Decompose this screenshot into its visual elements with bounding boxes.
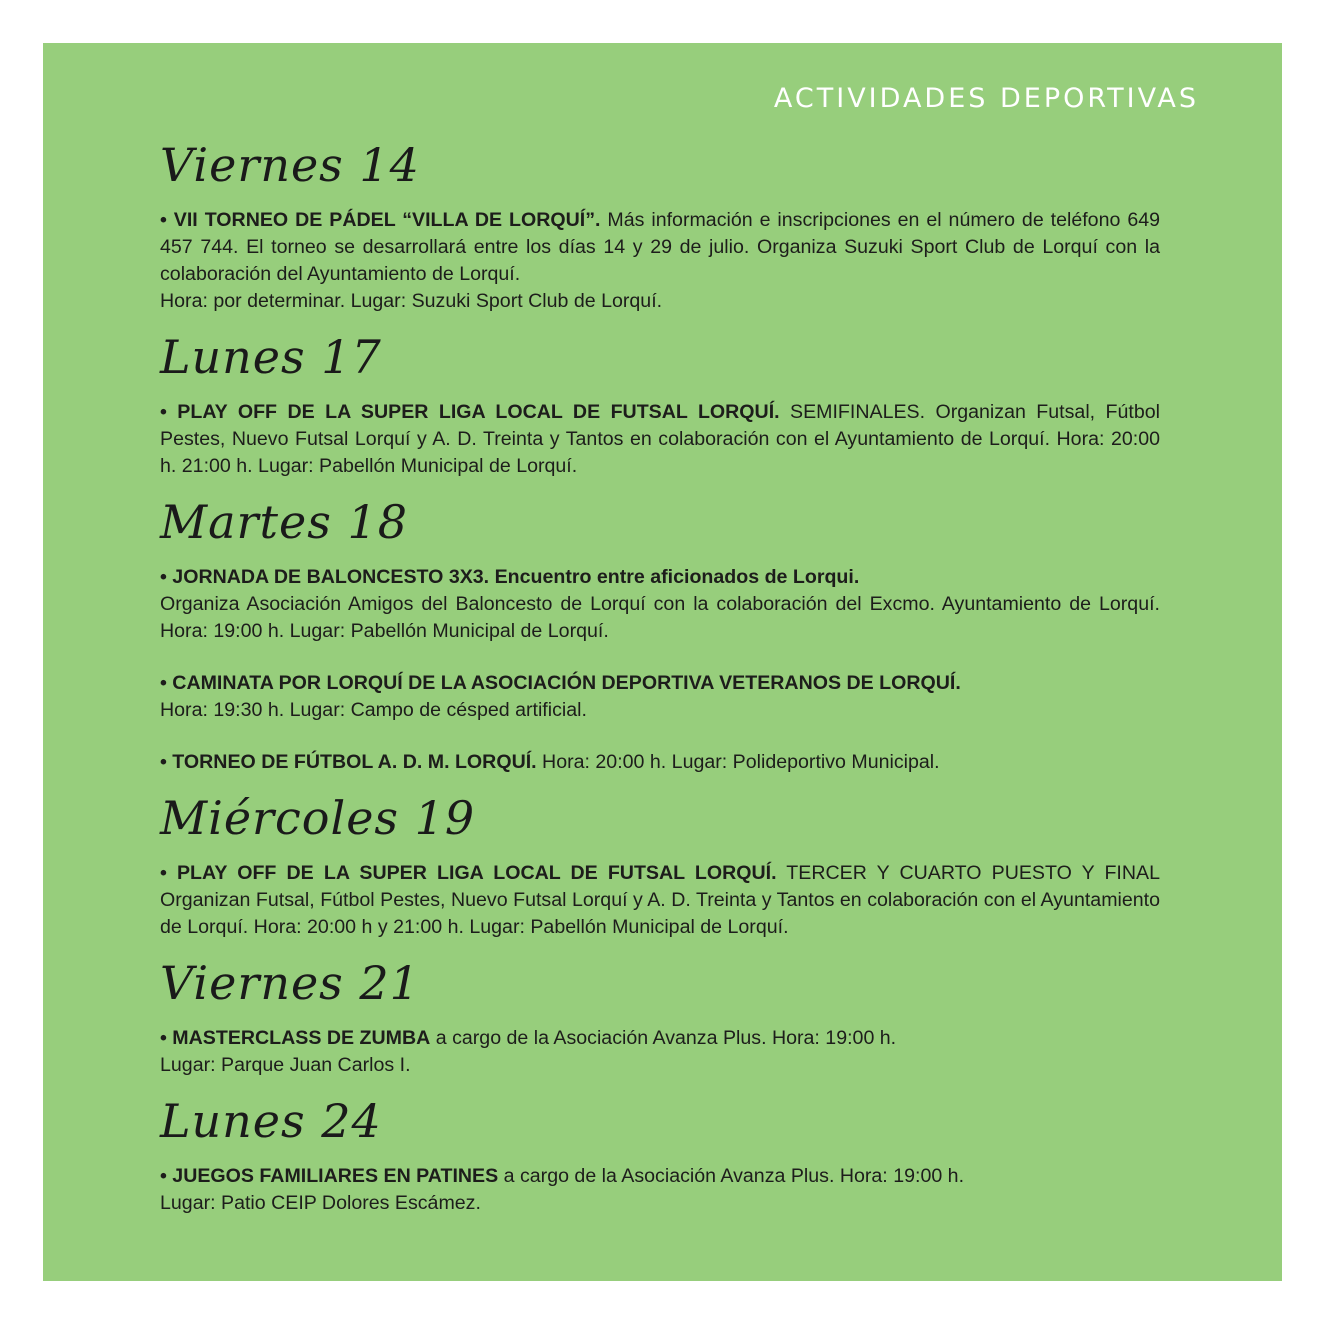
event-details: Organiza Asociación Amigos del Baloncesto de Lorquí con la colaboración del Excmo. Ayuntamiento de Lorquí. Hora: 19:00 h. Lugar: Pabellón Municipal de Lorquí. — [160, 593, 1160, 642]
day-heading: Lunes 24 — [160, 1094, 382, 1148]
day-heading: Lunes 17 — [160, 330, 382, 384]
event-item — [160, 749, 1160, 776]
event-text: Más información e inscripciones en el número de teléfono 649 457 744. El torneo se desarrollará entre los días 14 y 29 de julio. Organiza Suzuki Sport Club de Lorquí con la colaboración del Ayuntamiento de Lorquí. — [160, 209, 1161, 285]
day-heading: Viernes 21 — [160, 956, 420, 1010]
section-title: ACTIVIDADES DEPORTIVAS — [773, 83, 1199, 114]
event-title: • TORNEO DE FÚTBOL A. D. M. LORQUÍ. — [160, 751, 537, 773]
event-item — [160, 860, 1160, 941]
event-title: • CAMINATA POR LORQUÍ DE LA ASOCIACIÓN DEPORTIVA VETERANOS DE LORQUÍ. — [160, 672, 961, 694]
event-title: • JORNADA DE BALONCESTO 3X3. Encuentro entre aficionados de Lorqui. — [160, 566, 860, 588]
event-item — [160, 1025, 1160, 1079]
day-heading: Martes 18 — [160, 495, 408, 549]
day-heading: Miércoles 19 — [160, 791, 476, 845]
event-item — [160, 564, 1160, 645]
event-text: TERCER Y CUARTO PUESTO Y FINAL Organizan Futsal, Fútbol Pestes, Nuevo Futsal Lorquí y A. D. Treinta y Tantos en colaboración con el Ayuntamiento de Lorquí. Hora: 20:00 h y 21:00 h. Lugar: Pabellón Municipal de Lorquí. — [160, 862, 1160, 938]
day-heading: Viernes 14 — [160, 138, 420, 192]
event-item — [160, 670, 1160, 724]
event-text: a cargo de la Asociación Avanza Plus. Hora: 19:00 h. — [498, 1165, 965, 1187]
event-item — [160, 207, 1160, 315]
event-item — [160, 399, 1160, 480]
event-title: • VII TORNEO DE PÁDEL “VILLA DE LORQUÍ”. — [160, 209, 601, 231]
event-title: • PLAY OFF DE LA SUPER LIGA LOCAL DE FUTSAL LORQUÍ. — [160, 862, 777, 884]
event-details: Hora: por determinar. Lugar: Suzuki Sport Club de Lorquí. — [160, 290, 663, 312]
event-text: SEMIFINALES. Organizan Futsal, Fútbol Pestes, Nuevo Futsal Lorquí y A. D. Treinta y Tantos en colaboración con el Ayuntamiento de Lorquí. Hora: 20:00 h. 21:00 h. Lugar: Pabellón Municipal de Lorquí. — [160, 401, 1161, 477]
event-item — [160, 1163, 1160, 1217]
event-text: a cargo de la Asociación Avanza Plus. Hora: 19:00 h. — [430, 1027, 897, 1049]
event-details: Hora: 19:30 h. Lugar: Campo de césped artificial. — [160, 699, 587, 721]
schedule — [160, 135, 1160, 1217]
event-details: Lugar: Patio CEIP Dolores Escámez. — [160, 1192, 481, 1214]
event-title: • JUEGOS FAMILIARES EN PATINES — [160, 1165, 499, 1187]
event-text: Hora: 20:00 h. Lugar: Polideportivo Municipal. — [536, 751, 940, 773]
event-title: • PLAY OFF DE LA SUPER LIGA LOCAL DE FUTSAL LORQUÍ. — [160, 401, 780, 423]
event-title: • MASTERCLASS DE ZUMBA — [160, 1027, 431, 1049]
event-details: Lugar: Parque Juan Carlos I. — [160, 1054, 411, 1076]
